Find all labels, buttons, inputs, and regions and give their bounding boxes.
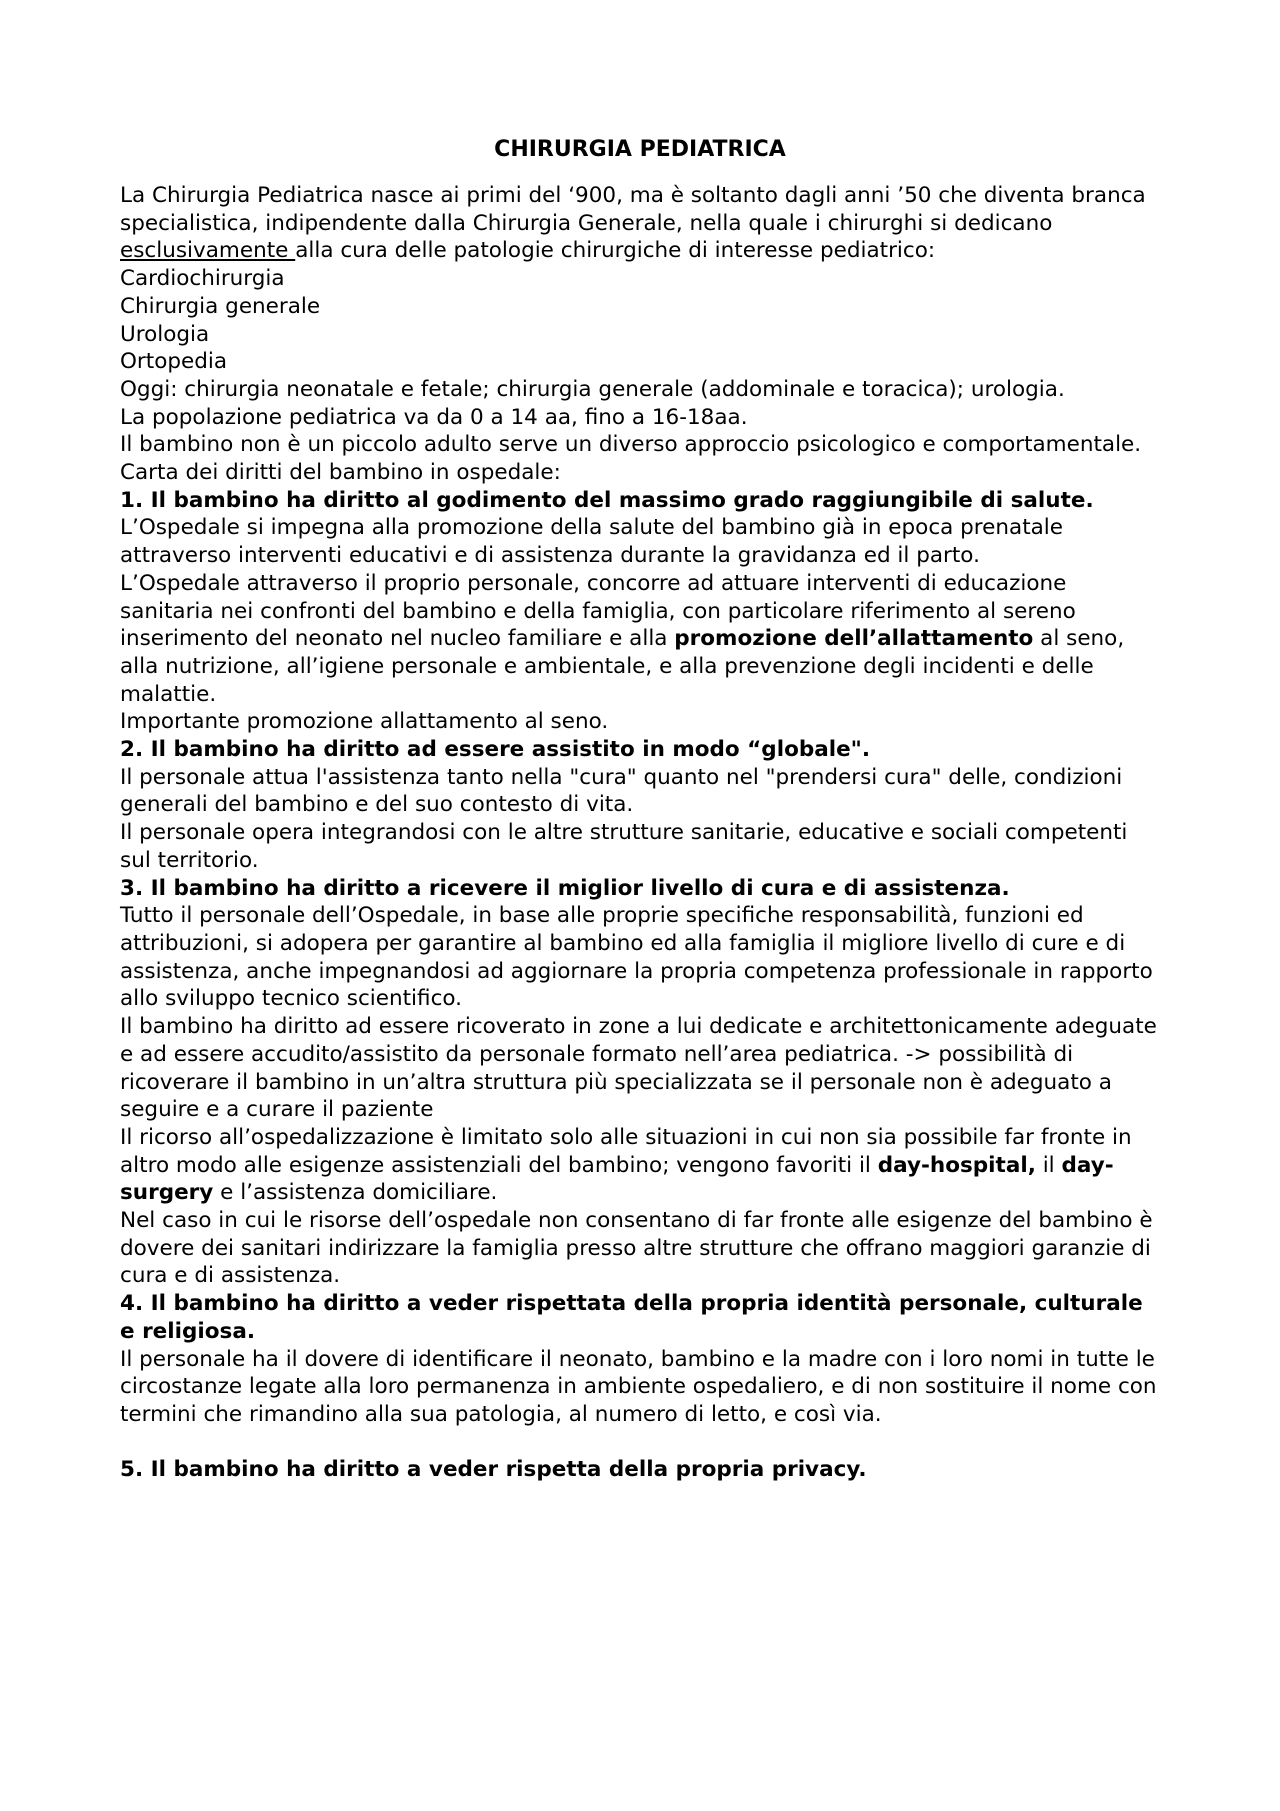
section-2-paragraph: Il personale attua l'assistenza tanto nella "cura" quanto nel "prendersi cura" delle, condizioni generali del bambino e del suo contesto di vita. xyxy=(120,764,1123,818)
intro-text-1: La Chirurgia Pediatrica nasce ai primi del ‘900, ma è soltanto dagli anni ’50 che diventa branca specialistica, indipendente dalla Chirurgia Generale, nella quale i chirurghi si dedicano xyxy=(120,183,1146,236)
section-4-heading: 4. Il bambino ha diritto a veder rispettata della propria identità personale, culturale e religiosa. xyxy=(120,1291,1143,1344)
section-3-text: e l’assistenza domiciliare. xyxy=(213,1180,498,1206)
section-5-heading: 5. Il bambino ha diritto a veder rispetta della propria privacy. xyxy=(120,1456,867,1482)
specialty-item: Chirurgia generale xyxy=(120,293,321,319)
section-3-paragraph: Il bambino ha diritto ad essere ricoverato in zone a lui dedicate e architettonicamente adeguate e ad essere accudito/assistito da personale formato nell’area pediatrica. -> possibilità di ricoverare il bambino in un’altra struttura più specializzata se il personale non è adeguato a seguire e a curare il paziente xyxy=(120,1014,1157,1123)
oggi-paragraph: Oggi: chirurgia neonatale e fetale; chirurgia generale (addominale e toracica); urologia. xyxy=(120,376,1065,402)
section-3-heading: 3. Il bambino ha diritto a ricevere il miglior livello di cura e di assistenza. xyxy=(120,875,1010,901)
document-body xyxy=(120,182,1160,1483)
page-title: CHIRURGIA PEDIATRICA xyxy=(494,137,786,162)
specialty-item: Cardiochirurgia xyxy=(120,266,285,292)
specialty-item: Urologia xyxy=(120,321,210,347)
section-2-paragraph: Il personale opera integrandosi con le altre strutture sanitarie, educative e sociali competenti sul territorio. xyxy=(120,820,1128,873)
section-2-heading: 2. Il bambino ha diritto ad essere assistito in modo “globale". xyxy=(120,737,871,763)
specialty-item: Ortopedia xyxy=(120,349,228,375)
section-3-text: Il ricorso all’ospedalizzazione è limitato solo alle situazioni in cui non sia possibile far fronte in altro modo alle esigenze assistenziali del bambino; vengono favoriti il xyxy=(120,1124,1132,1178)
blank-line xyxy=(120,1429,1160,1456)
section-3-paragraph: Tutto il personale dell’Ospedale, in base alle proprie specifiche responsabilità, funzioni ed attribuzioni, si adopera per garantire al bambino ed alla famiglia il migliore livello di cure e di assistenza, anche impegnandosi ad aggiornare la propria competenza professionale in rapporto allo sviluppo tecnico scientifico. xyxy=(120,903,1153,1012)
intro-paragraph xyxy=(120,182,1160,265)
section-3-paragraph: Nel caso in cui le risorse dell’ospedale non consentano di far fronte alle esigenze del bambino è dovere dei sanitari indirizzare la famiglia presso altre strutture che offrano maggiori garanzie di cura e di assistenza. xyxy=(120,1208,1153,1289)
carta-paragraph: Carta dei diritti del bambino in ospedale: xyxy=(120,460,561,486)
section-3-bold: day-hospital, xyxy=(877,1152,1036,1178)
bambino-adulto-paragraph: Il bambino non è un piccolo adulto serve un diverso approccio psicologico e comportamentale. xyxy=(120,432,1142,458)
section-3-bold: day-surgery xyxy=(120,1152,1114,1206)
section-1-text: al seno, alla nutrizione, all’igiene personale e ambientale, e alla prevenzione degli incidenti e delle malattie. xyxy=(120,626,1125,707)
intro-underlined-word: esclusivamente xyxy=(120,238,296,264)
section-3-paragraph xyxy=(120,1124,1160,1207)
section-1-paragraph: Importante promozione allattamento al seno. xyxy=(120,709,609,735)
section-3-text: il xyxy=(1035,1152,1062,1178)
intro-text-2: alla cura delle patologie chirurgiche di interesse pediatrico: xyxy=(295,238,936,264)
section-1-heading: 1. Il bambino ha diritto al godimento del massimo grado raggiungibile di salute. xyxy=(120,487,1094,513)
section-1-bold: promozione dell’allattamento xyxy=(674,626,1034,652)
section-1-text: L’Ospedale attraverso il proprio personale, concorre ad attuare interventi di educazione sanitaria nei confronti del bambino e della famiglia, con particolare riferimento al sereno inserimento del neonato nel nucleo familiare e alla xyxy=(120,570,1076,652)
popolazione-paragraph: La popolazione pediatrica va da 0 a 14 aa, fino a 16-18aa. xyxy=(120,404,748,430)
section-1-paragraph xyxy=(120,570,1160,709)
section-1-paragraph: L’Ospedale si impegna alla promozione della salute del bambino già in epoca prenatale attraverso interventi educativi e di assistenza durante la gravidanza ed il parto. xyxy=(120,515,1064,569)
section-4-paragraph: Il personale ha il dovere di identificare il neonato, bambino e la madre con i loro nomi in tutte le circostanze legate alla loro permanenza in ambiente ospedaliero, e di non sostituire il nome con termini che rimandino alla sua patologia, al numero di letto, e così via. xyxy=(120,1346,1157,1427)
